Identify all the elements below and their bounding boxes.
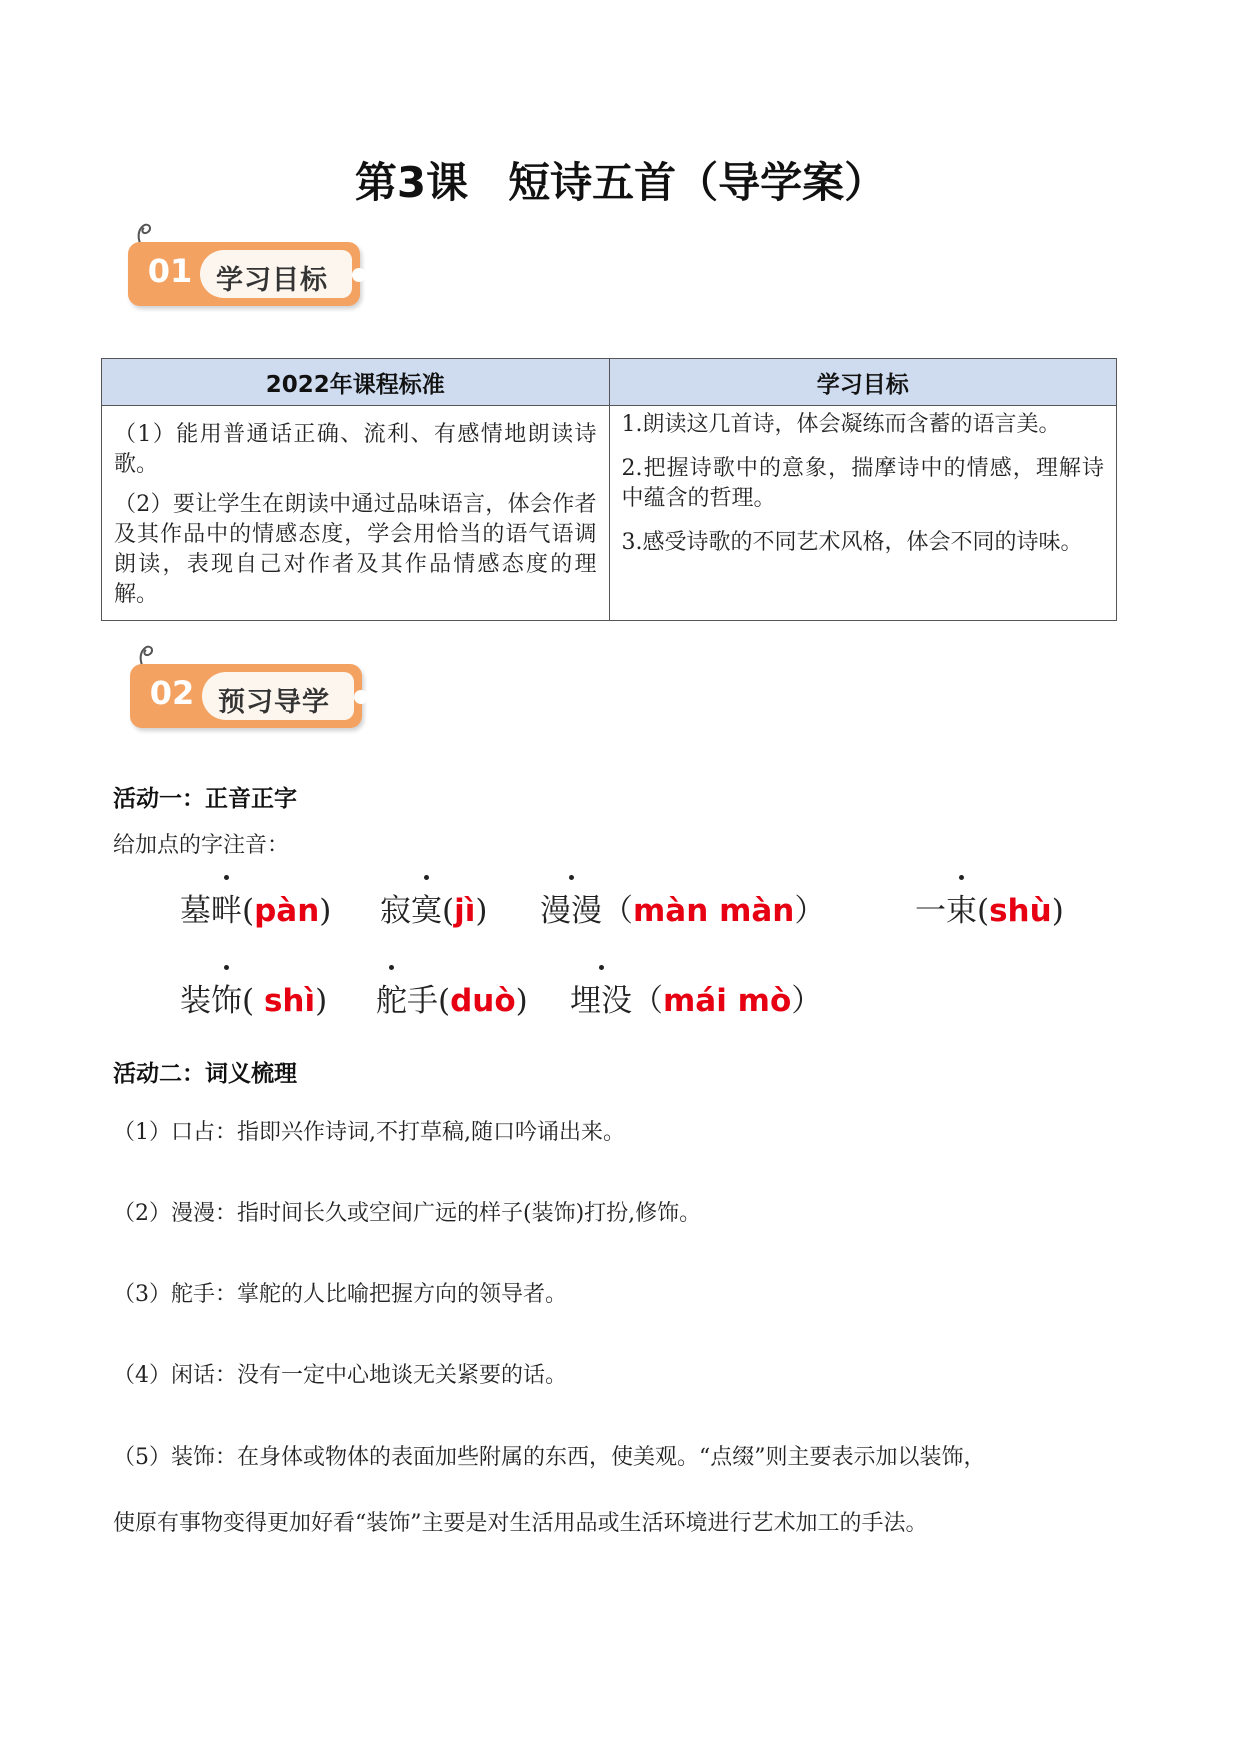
standards-cell bbox=[102, 406, 610, 621]
lesson-number: 第3课 bbox=[354, 158, 469, 207]
badge-label: 学习目标 bbox=[216, 265, 328, 296]
pinyin-word: 墓畔(pàn) bbox=[180, 885, 331, 930]
definition-item: （3）舵手：掌舵的人比喻把握方向的领导者。 bbox=[113, 1282, 567, 1307]
pinyin-word: 漫漫（màn màn） bbox=[540, 885, 825, 930]
activity1-title: 活动一：正音正字 bbox=[113, 786, 297, 812]
pinyin-word: 装饰( shì) bbox=[180, 975, 327, 1020]
section-badge-goals bbox=[128, 222, 368, 302]
goal-item: 2.把握诗歌中的意象，揣摩诗中的情感，理解诗中蕴含的哲理。 bbox=[621, 456, 1104, 511]
definition-item: （1）口占：指即兴作诗词,不打草稿,随口吟诵出来。 bbox=[113, 1120, 625, 1145]
standards-table bbox=[101, 358, 1117, 621]
goal-item: 1.朗读这几首诗，体会凝练而含蓄的语言美。 bbox=[621, 412, 1061, 437]
header-goals: 学习目标 bbox=[609, 359, 1117, 406]
header-standards: 2022年课程标准 bbox=[102, 359, 610, 406]
badge-label: 预习导学 bbox=[218, 687, 330, 718]
pinyin-word: 舵手(duò) bbox=[376, 975, 528, 1020]
activity2-title: 活动二：词义梳理 bbox=[113, 1061, 297, 1087]
section-badge-preview bbox=[130, 644, 370, 724]
badge-notch bbox=[354, 690, 368, 704]
pinyin-row-2 bbox=[0, 975, 1241, 1035]
badge-number: 01 bbox=[147, 252, 193, 290]
definition-item: （4）闲话：没有一定中心地谈无关紧要的话。 bbox=[113, 1363, 567, 1388]
goals-cell bbox=[609, 406, 1117, 621]
badge-number: 02 bbox=[149, 674, 195, 712]
badge-notch bbox=[352, 268, 366, 282]
definition-item: （5）装饰：在身体或物体的表面加些附属的东西，使美观。“点缀”则主要表示加以装饰， bbox=[113, 1445, 986, 1470]
goal-item: 3.感受诗歌的不同艺术风格，体会不同的诗味。 bbox=[621, 530, 1083, 555]
definition-item: 使原有事物变得更加好看“装饰”主要是对生活用品或生活环境进行艺术加工的手法。 bbox=[113, 1511, 928, 1536]
standard-item: （2）要让学生在朗读中通过品味语言，体会作者及其作品中的情感态度，学会用恰当的语气语调朗读，表现自己对作者及其作品情感态度的理解。 bbox=[114, 492, 597, 607]
lesson-name: 短诗五首（导学案） bbox=[508, 158, 887, 207]
pinyin-word: 寂寞(jì) bbox=[380, 885, 487, 930]
pinyin-word: 一束(shù) bbox=[915, 885, 1064, 930]
activity1-instruction: 给加点的字注音： bbox=[113, 833, 290, 858]
pinyin-row-1 bbox=[0, 885, 1241, 945]
page-title bbox=[0, 150, 1241, 210]
definition-item: （2）漫漫：指时间长久或空间广远的样子(装饰)打扮,修饰。 bbox=[113, 1201, 702, 1226]
pinyin-word: 埋没（mái mò） bbox=[570, 975, 822, 1020]
standard-item: （1）能用普通话正确、流利、有感情地朗读诗歌。 bbox=[114, 422, 597, 477]
